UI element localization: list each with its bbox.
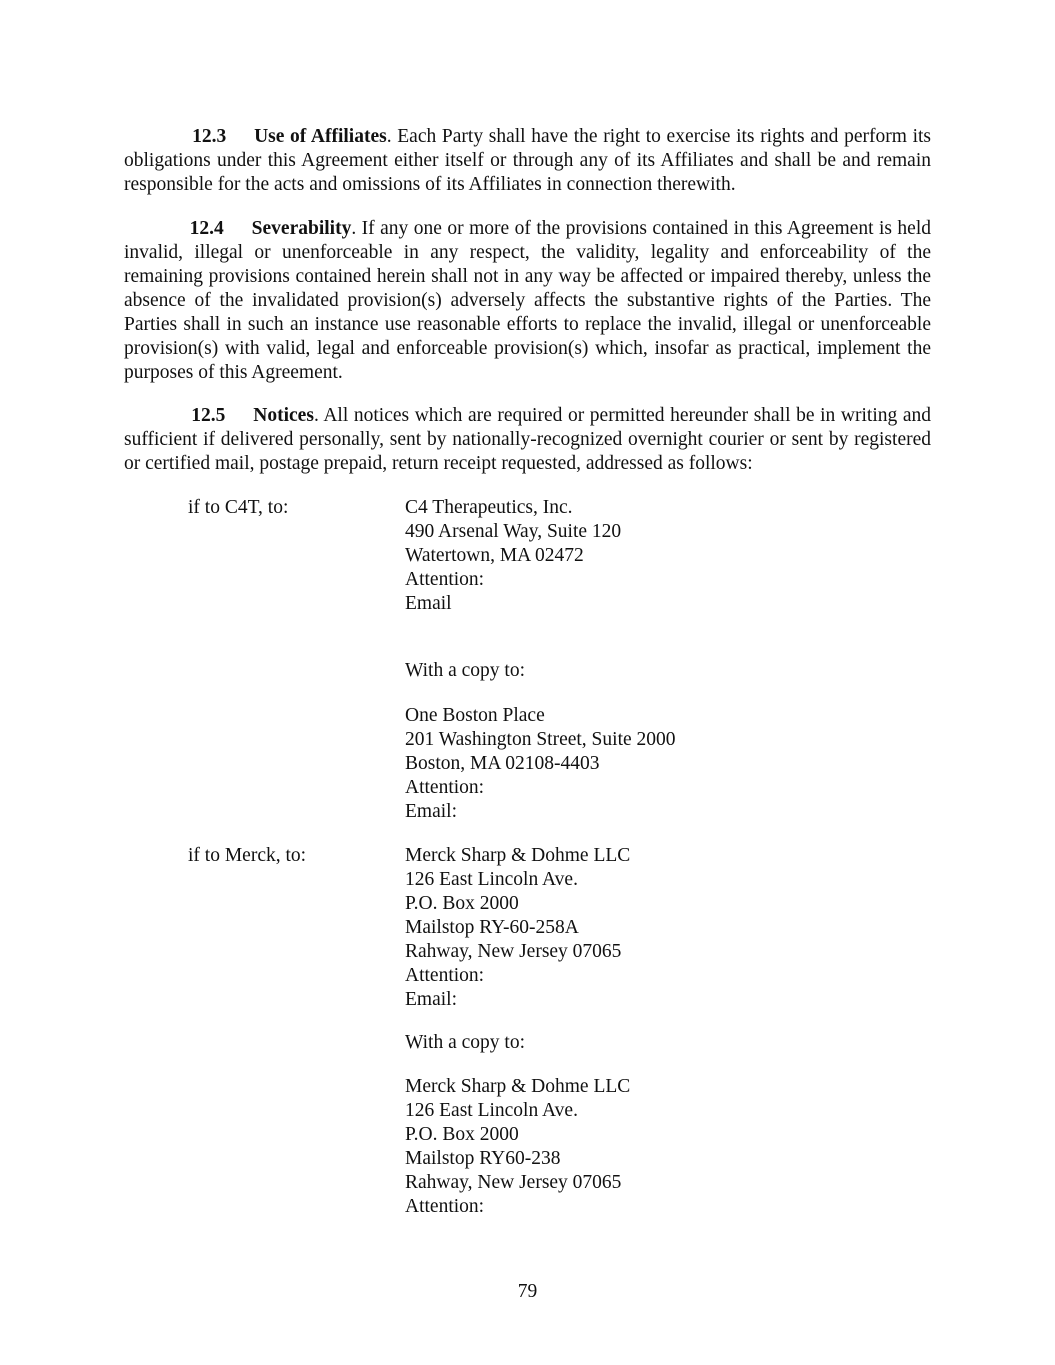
address-line: Watertown, MA 02472 <box>405 545 584 566</box>
address-line: P.O. Box 2000 <box>405 893 519 914</box>
c4t-copy-address <box>405 704 676 824</box>
address-line: 490 Arsenal Way, Suite 120 <box>405 521 622 542</box>
address-line: 126 East Lincoln Ave. <box>405 869 578 890</box>
merck-address <box>405 844 630 1012</box>
address-line: Email: <box>405 801 457 822</box>
section-12-5 <box>124 404 931 476</box>
c4t-address <box>405 496 621 616</box>
section-12-4 <box>124 217 931 385</box>
c4t-label: if to C4T, to: <box>188 497 289 518</box>
section-title: Severability <box>251 218 352 239</box>
address-line: Boston, MA 02108-4403 <box>405 753 600 774</box>
section-text: . Each Party shall have the right to exercise its rights and perform its obligations under this Agreement either itself or through any of its Affiliates and shall be and remain responsible for the acts and omissions of its Affiliates in connection therewith. <box>124 126 932 195</box>
address-line: 126 East Lincoln Ave. <box>405 1100 578 1121</box>
address-line: Rahway, New Jersey 07065 <box>405 941 622 962</box>
address-line: Rahway, New Jersey 07065 <box>405 1172 622 1193</box>
address-line: 201 Washington Street, Suite 2000 <box>405 729 676 750</box>
address-line: Email: <box>405 989 457 1010</box>
address-line: One Boston Place <box>405 705 545 726</box>
address-line: Attention: <box>405 569 485 590</box>
address-line: Mailstop RY-60-258A <box>405 917 579 938</box>
merck-label: if to Merck, to: <box>188 845 307 866</box>
address-line: Attention: <box>405 777 485 798</box>
section-text: . All notices which are required or permitted hereunder shall be in writing and sufficient if delivered personally, sent by nationally-recognized overnight courier or sent by registered or certified mail, postage prepaid, return receipt requested, addressed as follows: <box>124 405 932 474</box>
merck-copy-label: With a copy to: <box>405 1032 525 1053</box>
section-text: . If any one or more of the provisions contained in this Agreement is held invalid, illegal or unenforceable in any respect, the validity, legality and enforceability of the remaining provisions contained herein shall not in any way be affected or impaired thereby, unless the absence of the invalidated provision(s) adversely affects the substantive rights of the Parties. The Parties shall in such an instance use reasonable efforts to replace the invalid, illegal or unenforceable provision(s) with valid, legal and enforceable provision(s) which, insofar as practical, implement the purposes of this Agreement. <box>124 218 932 383</box>
address-line: Merck Sharp & Dohme LLC <box>405 845 631 866</box>
address-line: Mailstop RY60-238 <box>405 1148 561 1169</box>
section-number: 12.5 <box>191 405 226 426</box>
c4t-copy-label: With a copy to: <box>405 660 525 681</box>
address-line: P.O. Box 2000 <box>405 1124 519 1145</box>
address-line: Merck Sharp & Dohme LLC <box>405 1076 631 1097</box>
section-title: Use of Affiliates <box>254 126 387 147</box>
section-title: Notices <box>253 405 314 426</box>
section-number: 12.4 <box>189 218 224 239</box>
section-number: 12.3 <box>192 126 227 147</box>
address-line: Attention: <box>405 965 485 986</box>
address-line: C4 Therapeutics, Inc. <box>405 497 573 518</box>
merck-copy-address <box>405 1075 630 1219</box>
address-line: Email <box>405 593 452 614</box>
address-line: Attention: <box>405 1196 485 1217</box>
page-number: 79 <box>517 1281 538 1302</box>
section-12-3 <box>124 125 931 197</box>
